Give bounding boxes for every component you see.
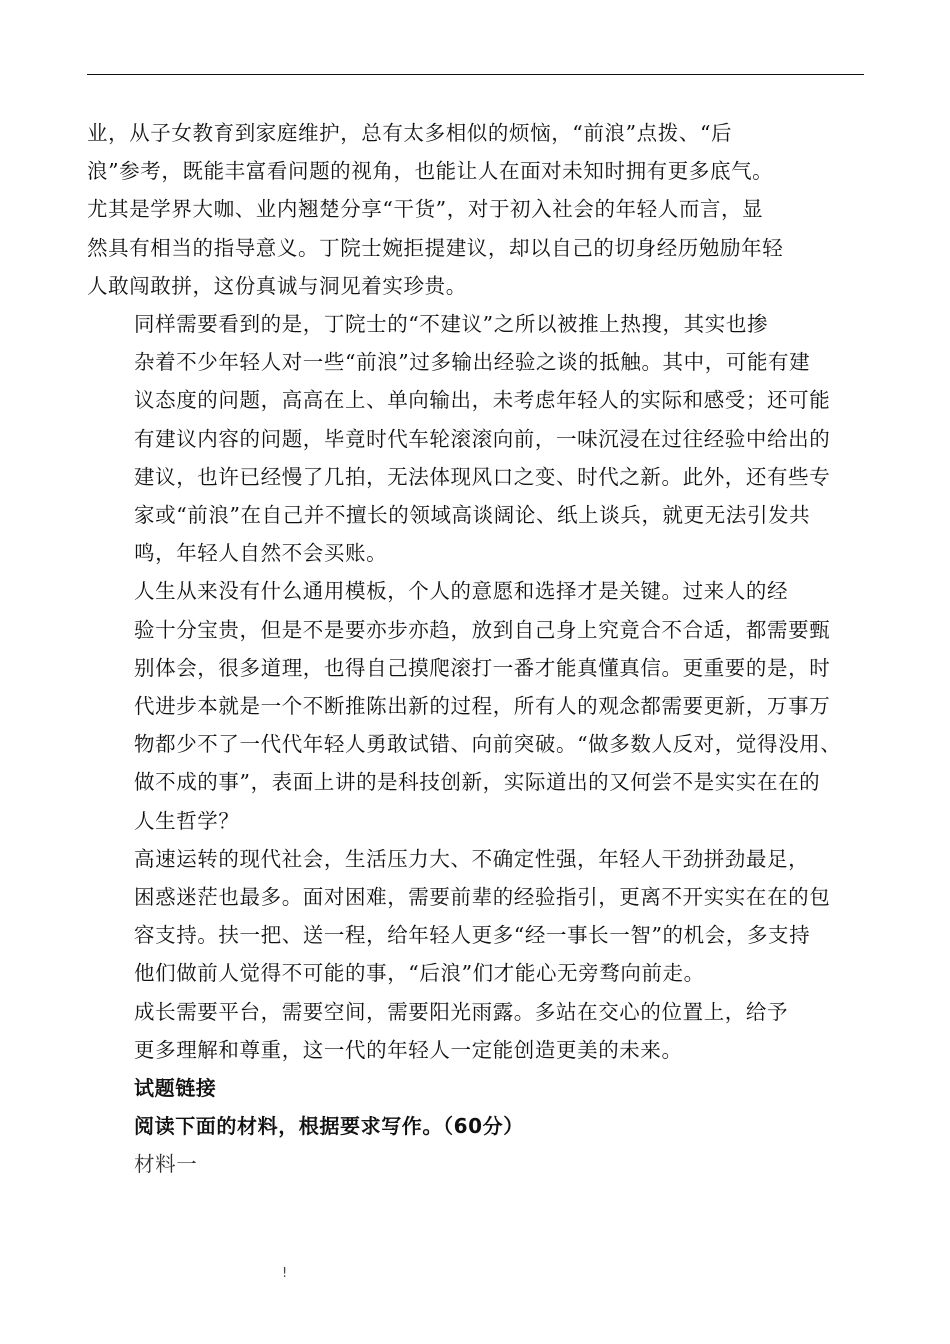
paragraph-line: 人生哲学？ [134,808,240,833]
paragraph-line: 验十分宝贵，但是不是要亦步亦趋，放到自己身上究竟合不合适，都需要甄 [134,617,831,642]
paragraph-line: 人敢闯敢拼，这份真诚与洞见着实珍贵。 [87,273,467,298]
section-heading: 试题链接 [134,1076,217,1101]
header-rule [87,74,864,75]
paragraph-line: 尤其是学界大咖、业内翘楚分享“干货”，对于初入社会的年轻人而言，显 [87,197,764,222]
article-paragraph [87,305,867,572]
article-paragraph [87,572,867,839]
document-body [87,114,867,1184]
paragraph-line: 有建议内容的问题，毕竟时代车轮滚滚向前，一味沉浸在过往经验中给出的 [134,426,831,451]
paragraph-line: 家或“前浪”在自己并不擅长的领域高谈阔论、纸上谈兵，就更无法引发共 [134,503,811,528]
paragraph-line: 物都少不了一代代年轻人勇敢试错、向前突破。“做多数人反对，觉得没用、 [134,732,842,757]
article-paragraphs [87,114,867,1069]
paragraph-line: 更多理解和尊重，这一代的年轻人一定能创造更美的未来。 [134,1037,683,1062]
paragraph-line: 议态度的问题，高高在上、单向输出，未考虑年轻人的实际和感受；还可能 [134,388,831,413]
material-label: 材料一 [134,1152,198,1177]
paragraph-line: 鸣，年轻人自然不会买账。 [134,541,388,566]
footer-mark: ! [282,1266,288,1281]
paragraph-line: 业，从子女教育到家庭维护，总有太多相似的烦恼，“前浪”点拨、“后 [87,121,733,145]
paragraph-line: 做不成的事”，表面上讲的是科技创新，实际道出的又何尝不是实实在在的 [134,770,821,795]
paragraph-line: 人生从来没有什么通用模板，个人的意愿和选择才是关键。过来人的经 [134,579,789,604]
paragraph-line: 困惑迷茫也最多。面对困难，需要前辈的经验指引，更离不开实实在在的包 [134,885,831,910]
paragraph-line: 别体会，很多道理，也得自己摸爬滚打一番才能真懂真信。更重要的是，时 [134,655,831,680]
article-paragraph [87,840,867,993]
article-paragraph [87,993,867,1069]
paragraph-line: 同样需要看到的是，丁院士的“不建议”之所以被推上热搜，其实也掺 [134,312,769,337]
paragraph-line: 他们做前人觉得不可能的事，“后浪”们才能心无旁骛向前走。 [134,961,705,986]
paragraph-line: 高速运转的现代社会，生活压力大、不确定性强，年轻人干劲拼劲最足， [134,846,810,871]
paragraph-line: 代进步本就是一个不断推陈出新的过程，所有人的观念都需要更新，万事万 [134,694,831,719]
paragraph-line: 浪”参考，既能丰富看问题的视角，也能让人在面对未知时拥有更多底气。 [87,159,774,184]
paragraph-line: 建议，也许已经慢了几拍，无法体现风口之变、时代之新。此外，还有些专 [134,464,831,489]
paragraph-line: 杂着不少年轻人对一些“前浪”过多输出经验之谈的抵触。其中，可能有建 [134,350,811,375]
paragraph-line: 成长需要平台，需要空间，需要阳光雨露。多站在交心的位置上，给予 [134,999,789,1024]
writing-task: 阅读下面的材料，根据要求写作。（60分） [134,1114,524,1139]
article-paragraph [87,114,867,305]
paragraph-line: 容支持。扶一把、送一程，给年轻人更多“经一事长一智”的机会，多支持 [134,923,811,948]
paragraph-line: 然具有相当的指导意义。丁院士婉拒提建议，却以自己的切身经历勉励年轻 [87,235,784,260]
